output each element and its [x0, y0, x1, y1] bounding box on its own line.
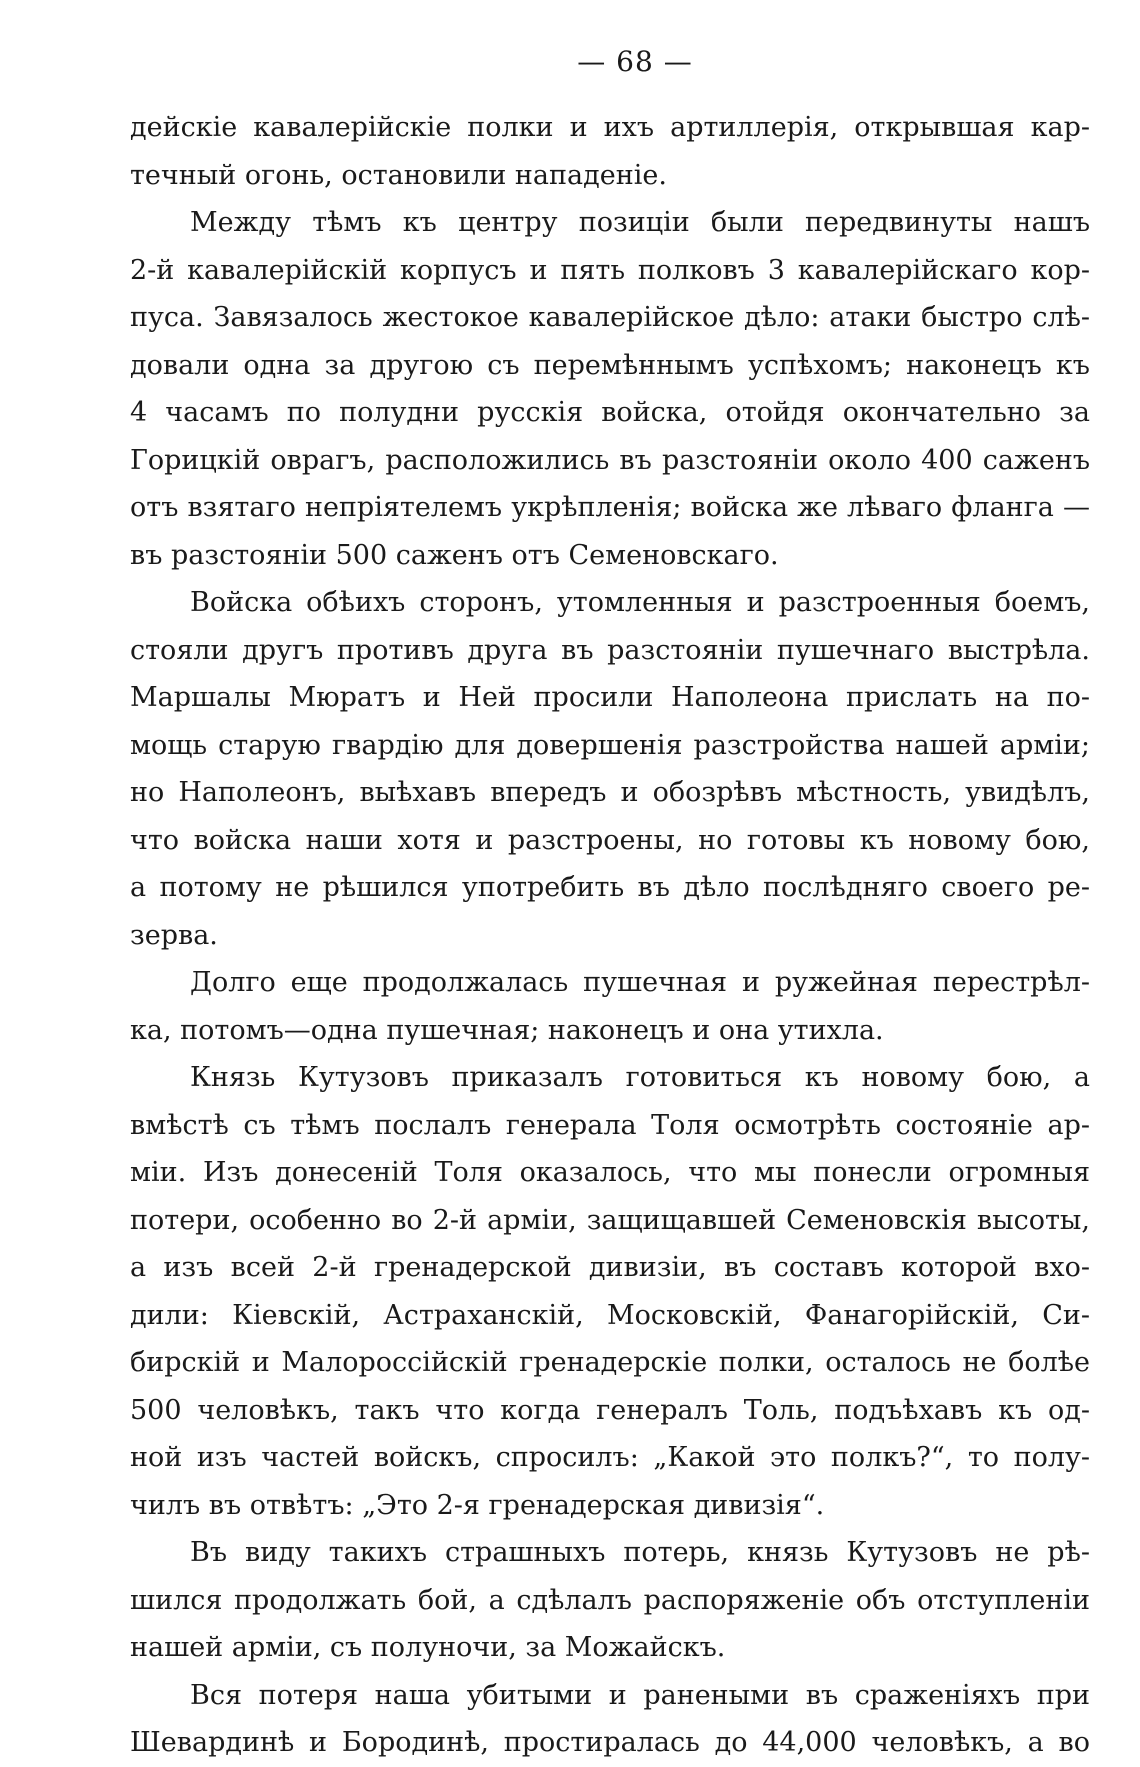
- text-line: 500 человѣкъ, такъ что когда генералъ Толь, подъѣхавъ къ од-: [130, 1394, 1090, 1426]
- text-line: вмѣстѣ съ тѣмъ послалъ генерала Толя осмотрѣть состояніе ар-: [130, 1109, 1090, 1141]
- text-line: Вся потеря наша убитыми и ранеными въ сраженіяхъ при: [190, 1679, 1090, 1711]
- text-line: течный огонь, остановили нападеніе.: [130, 159, 667, 191]
- text-line: ной изъ частей войскъ, спросилъ: „Какой это полкъ?“, то полу-: [130, 1442, 1090, 1473]
- text-line: Между тѣмъ къ центру позиціи были передвинуты нашъ: [190, 207, 1090, 238]
- text-line: а потому не рѣшился употребить въ дѣло послѣдняго своего ре-: [130, 872, 1090, 903]
- text-line: довали одна за другою съ перемѣннымъ успѣхомъ; наконецъ къ: [130, 349, 1090, 381]
- text-line: Долго еще продолжалась пушечная и ружейная перестрѣл-: [190, 967, 1090, 998]
- text-line: Въ виду такихъ страшныхъ потерь, князь Кутузовъ не рѣ-: [190, 1537, 1090, 1568]
- text-line: Горицкій оврагъ, расположились въ разстояніи около 400 саженъ: [130, 444, 1090, 476]
- text-line: въ разстояніи 500 саженъ отъ Семеновскаго.: [130, 539, 779, 571]
- text-line: 4 часамъ по полудни русскія войска, отойдя окончательно за: [130, 397, 1090, 428]
- text-line: пуса. Завязалось жестокое кавалерійское дѣло: атаки быстро слѣ-: [130, 302, 1090, 333]
- text-line: дили: Кіевскій, Астраханскій, Московскій, Фанагорійскій, Си-: [130, 1299, 1090, 1331]
- text-line: Шевардинѣ и Бородинѣ, простиралась до 44,000 человѣкъ, а во: [130, 1727, 1090, 1758]
- text-line: а изъ всей 2-й гренадерской дивизіи, въ составъ которой вхо-: [130, 1252, 1090, 1283]
- text-line: Войска обѣихъ сторонъ, утомленныя и разстроенныя боемъ,: [190, 587, 1090, 618]
- text-line: мощь старую гвардію для довершенія разстройства нашей арміи;: [130, 729, 1090, 761]
- text-line: дейскіе кавалерійскіе полки и ихъ артиллерія, открывшая кар-: [130, 112, 1090, 143]
- text-line: нашей арміи, съ полуночи, за Можайскъ.: [130, 1632, 726, 1663]
- text-line: бирскій и Малороссійскій гренадерскіе полки, осталось не болѣе: [130, 1347, 1090, 1378]
- text-line: Князь Кутузовъ приказалъ готовиться къ новому бою, а: [190, 1062, 1090, 1093]
- text-line: міи. Изъ донесеній Толя оказалось, что мы понесли огромныя: [130, 1157, 1090, 1188]
- text-line: ка, потомъ—одна пушечная; наконецъ и она утихла.: [130, 1014, 884, 1046]
- page-number: — 68 —: [577, 45, 693, 78]
- body-text: [130, 104, 1090, 1767]
- text-line: что войска наши хотя и разстроены, но готовы къ новому бою,: [130, 824, 1090, 856]
- text-line: 2-й кавалерійскій корпусъ и пять полковъ 3 кавалерійскаго кор-: [130, 254, 1090, 286]
- text-line: чилъ въ отвѣтъ: „Это 2-я гренадерская дивизія“.: [130, 1489, 825, 1521]
- text-line: Маршалы Мюратъ и Ней просили Наполеона прислать на по-: [130, 682, 1090, 713]
- text-line: потери, особенно во 2-й арміи, защищавшей Семеновскія высоты,: [130, 1204, 1090, 1236]
- text-line: отъ взятаго непріятелемъ укрѣпленія; войска же лѣваго фланга —: [130, 492, 1090, 523]
- text-line: но Наполеонъ, выѣхавъ впередъ и обозрѣвъ мѣстность, увидѣлъ,: [130, 777, 1090, 808]
- text-line: стояли другъ противъ друга въ разстояніи пушечнаго выстрѣла.: [130, 634, 1090, 666]
- text-line: шился продолжать бой, а сдѣлалъ распоряженіе объ отступленіи: [130, 1584, 1090, 1616]
- text-line: зерва.: [130, 919, 218, 951]
